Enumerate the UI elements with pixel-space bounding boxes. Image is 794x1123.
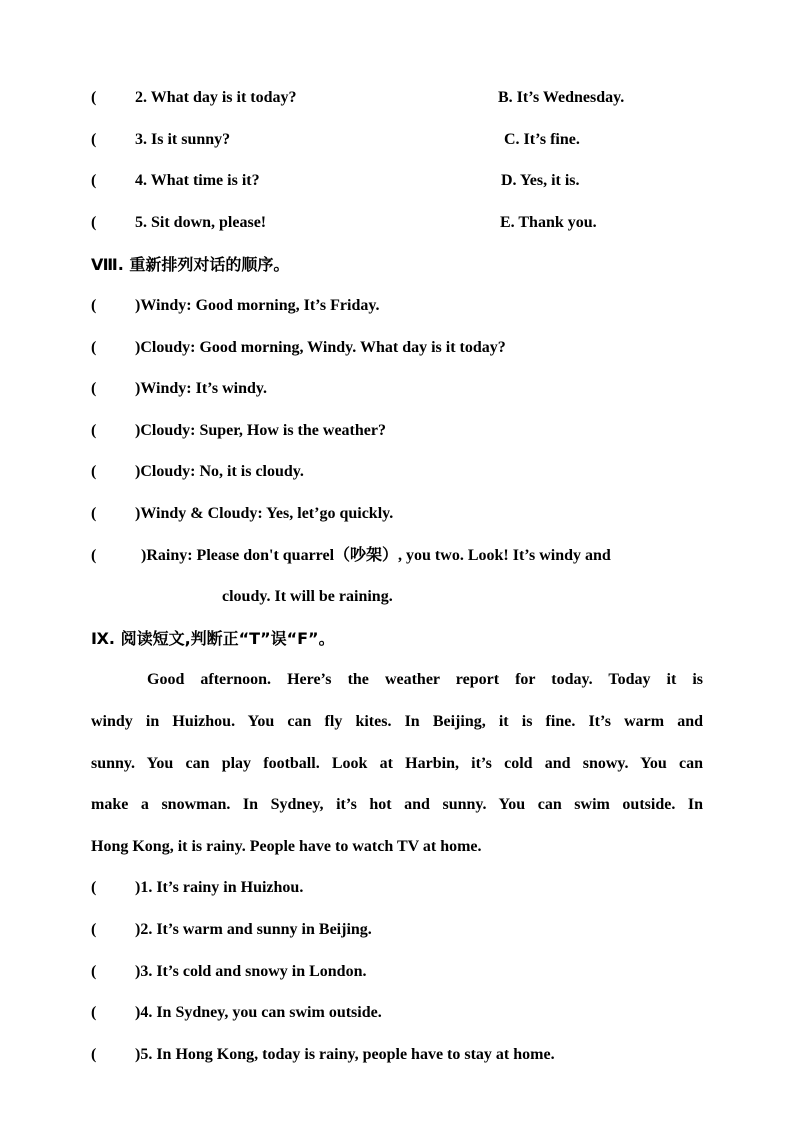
matching-question: 2. What day is it today?	[135, 89, 297, 106]
true-false-statement	[91, 1043, 703, 1067]
passage-line: windy in Huizhou. You can fly kites. In Beijing, it is fine. It’s warm and	[91, 713, 703, 730]
dialogue-line	[91, 336, 703, 360]
matching-row-5	[91, 211, 703, 235]
true-false-statement	[91, 960, 703, 984]
passage-line: Good afternoon. Here’s the weather report for today. Today it is	[147, 671, 703, 688]
dialogue-text: )Cloudy: No, it is cloudy.	[135, 463, 304, 480]
dialogue-line	[91, 294, 703, 318]
answer-blank[interactable]: (	[91, 422, 97, 439]
matching-row-2	[91, 86, 703, 110]
dialogue-line	[91, 544, 703, 568]
dialogue-line	[91, 460, 703, 484]
dialogue-text: )Windy: It’s windy.	[135, 380, 268, 397]
answer-blank[interactable]: (	[91, 1004, 97, 1021]
section-8-heading: Ⅷ. 重新排列对话的顺序。	[91, 255, 290, 274]
answer-blank[interactable]: (	[91, 879, 97, 896]
matching-row-3	[91, 128, 703, 152]
dialogue-text: )Cloudy: Super, How is the weather?	[135, 422, 386, 439]
dialogue-text: )Rainy: Please don't quarrel（吵架）, you two. Look! It’s windy and	[141, 547, 611, 564]
statement-text: )3. It’s cold and snowy in London.	[135, 963, 367, 980]
dialogue-line	[91, 502, 703, 526]
matching-answer: B. It’s Wednesday.	[498, 89, 625, 106]
true-false-statement	[91, 876, 703, 900]
answer-blank[interactable]: (	[91, 214, 97, 231]
answer-blank[interactable]: (	[91, 172, 97, 189]
dialogue-text: )Cloudy: Good morning, Windy. What day is it today?	[135, 339, 506, 356]
answer-blank[interactable]: (	[91, 339, 97, 356]
dialogue-line	[91, 419, 703, 443]
dialogue-continuation: cloudy. It will be raining.	[222, 588, 393, 605]
dialogue-text: )Windy: Good morning, It’s Friday.	[135, 297, 380, 314]
section-9-heading: Ⅸ. 阅读短文,判断正“T”误“F”。	[91, 629, 335, 648]
statement-text: )5. In Hong Kong, today is rainy, people have to stay at home.	[135, 1046, 555, 1063]
passage-line: Hong Kong, it is rainy. People have to watch TV at home.	[91, 838, 482, 855]
true-false-statement	[91, 918, 703, 942]
matching-answer: E. Thank you.	[500, 214, 597, 231]
answer-blank[interactable]: (	[91, 547, 97, 564]
true-false-statement	[91, 1001, 703, 1025]
passage-line: make a snowman. In Sydney, it’s hot and sunny. You can swim outside. In	[91, 796, 703, 813]
matching-question: 5. Sit down, please!	[135, 214, 267, 231]
answer-blank[interactable]: (	[91, 963, 97, 980]
matching-row-4	[91, 169, 703, 193]
matching-answer: D. Yes, it is.	[501, 172, 580, 189]
matching-question: 3. Is it sunny?	[135, 131, 231, 148]
matching-question: 4. What time is it?	[135, 172, 260, 189]
matching-answer: C. It’s fine.	[504, 131, 580, 148]
answer-blank[interactable]: (	[91, 297, 97, 314]
answer-blank[interactable]: (	[91, 505, 97, 522]
statement-text: )2. It’s warm and sunny in Beijing.	[135, 921, 372, 938]
answer-blank[interactable]: (	[91, 131, 97, 148]
statement-text: )4. In Sydney, you can swim outside.	[135, 1004, 382, 1021]
answer-blank[interactable]: (	[91, 921, 97, 938]
passage-line: sunny. You can play football. Look at Harbin, it’s cold and snowy. You can	[91, 755, 703, 772]
answer-blank[interactable]: (	[91, 463, 97, 480]
dialogue-text: )Windy & Cloudy: Yes, let’go quickly.	[135, 505, 394, 522]
answer-blank[interactable]: (	[91, 89, 97, 106]
dialogue-line	[91, 377, 703, 401]
answer-blank[interactable]: (	[91, 380, 97, 397]
statement-text: )1. It’s rainy in Huizhou.	[135, 879, 304, 896]
answer-blank[interactable]: (	[91, 1046, 97, 1063]
